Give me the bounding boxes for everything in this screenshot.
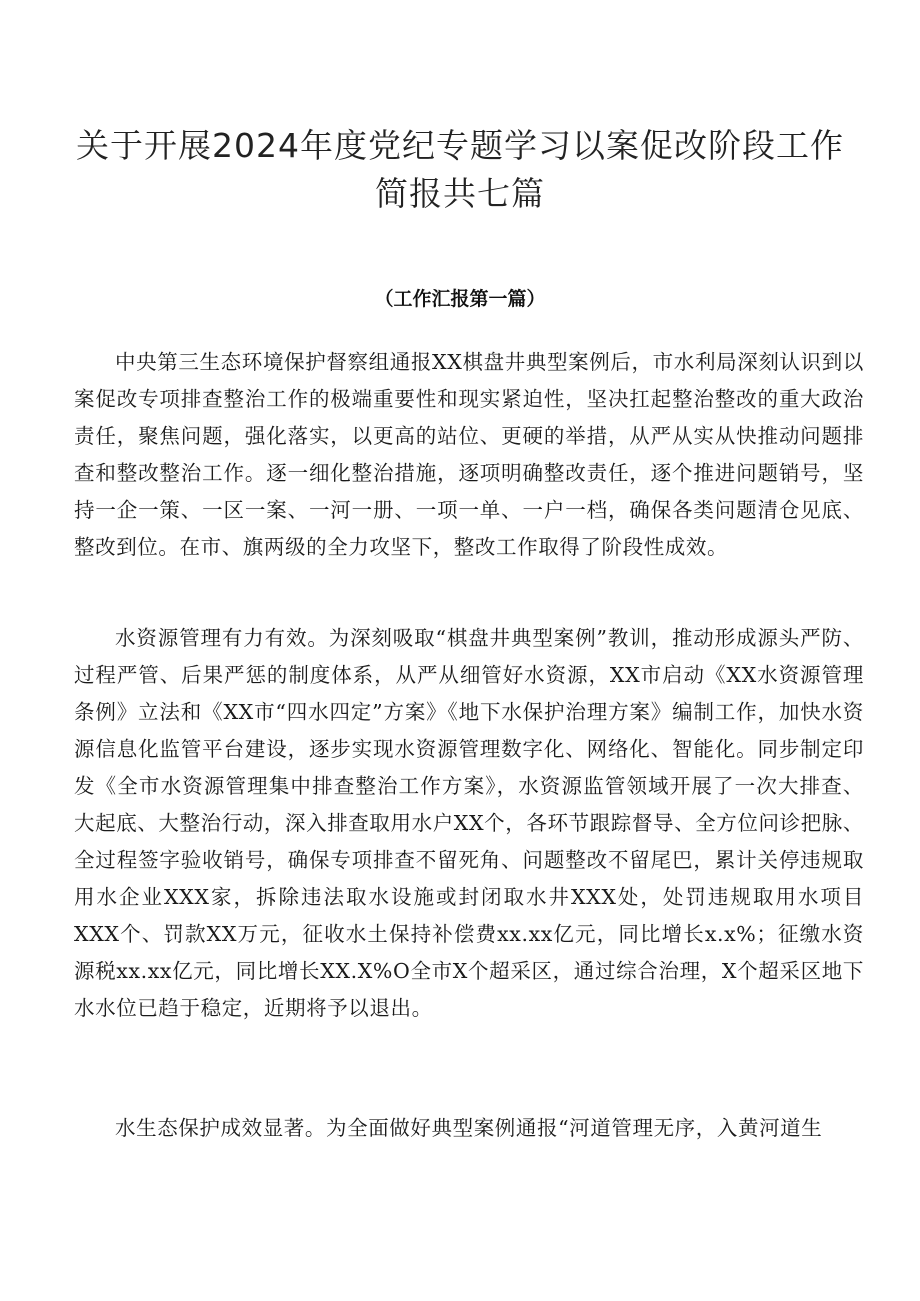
section-heading: （工作汇报第一篇） — [374, 288, 546, 310]
body-paragraph-2: 水资源管理有力有效。为深刻吸取“棋盘井典型案例”教训，推动形成源头严防、过程严管、后果严惩的制度体系，从严从细管好水资源，XX市启动《XX水资源管理条例》立法和《XX市“四水四定”方案》《地下水保护治理方案》编制工作，加快水资源信息化监管平台建设，逐步实现水资源管理数字化、网络化、智能化。同步制定印发《全市水资源管理集中排查整治工作方案》，水资源监管领域开展了一次大排查、大起底、大整治行动，深入排查取用水户XX个，各环节跟踪督导、全方位问诊把脉、全过程签字验收销号，确保专项排查不留死角、问题整改不留尾巴，累计关停违规取用水企业XXX家，拆除违法取水设施或封闭取水井XXX处，处罚违规取用水项目XXX个、罚款XX万元，征收水土保持补偿费xx.xx亿元，同比增长x.x%；征缴水资源税xx.xx亿元，同比增长XX.X%O全市X个超采区，通过综合治理，X个超采区地下水水位已趋于稳定，近期将予以退出。 — [74, 626, 864, 1020]
document-title-line-2: 简报共七篇 — [375, 174, 545, 213]
body-paragraph-3: 水生态保护成效显著。为全面做好典型案例通报“河道管理无序，入黄河道生 — [115, 1116, 823, 1140]
document-title-line-1: 关于开展2024年度党纪专题学习以案促改阶段工作 — [76, 126, 844, 165]
body-paragraph-1: 中央第三生态环境保护督察组通报XX棋盘井典型案例后，市水利局深刻认识到以案促改专项排查整治工作的极端重要性和现实紧迫性，坚决扛起整治整改的重大政治责任，聚焦问题，强化落实，以更高的站位、更硬的举措，从严从实从快推动问题排查和整改整治工作。逐一细化整治措施，逐项明确整改责任，逐个推进问题销号，坚持一企一策、一区一案、一河一册、一项一单、一户一档，确保各类问题清仓见底、整改到位。在市、旗两级的全力攻坚下，整改工作取得了阶段性成效。 — [74, 350, 864, 559]
